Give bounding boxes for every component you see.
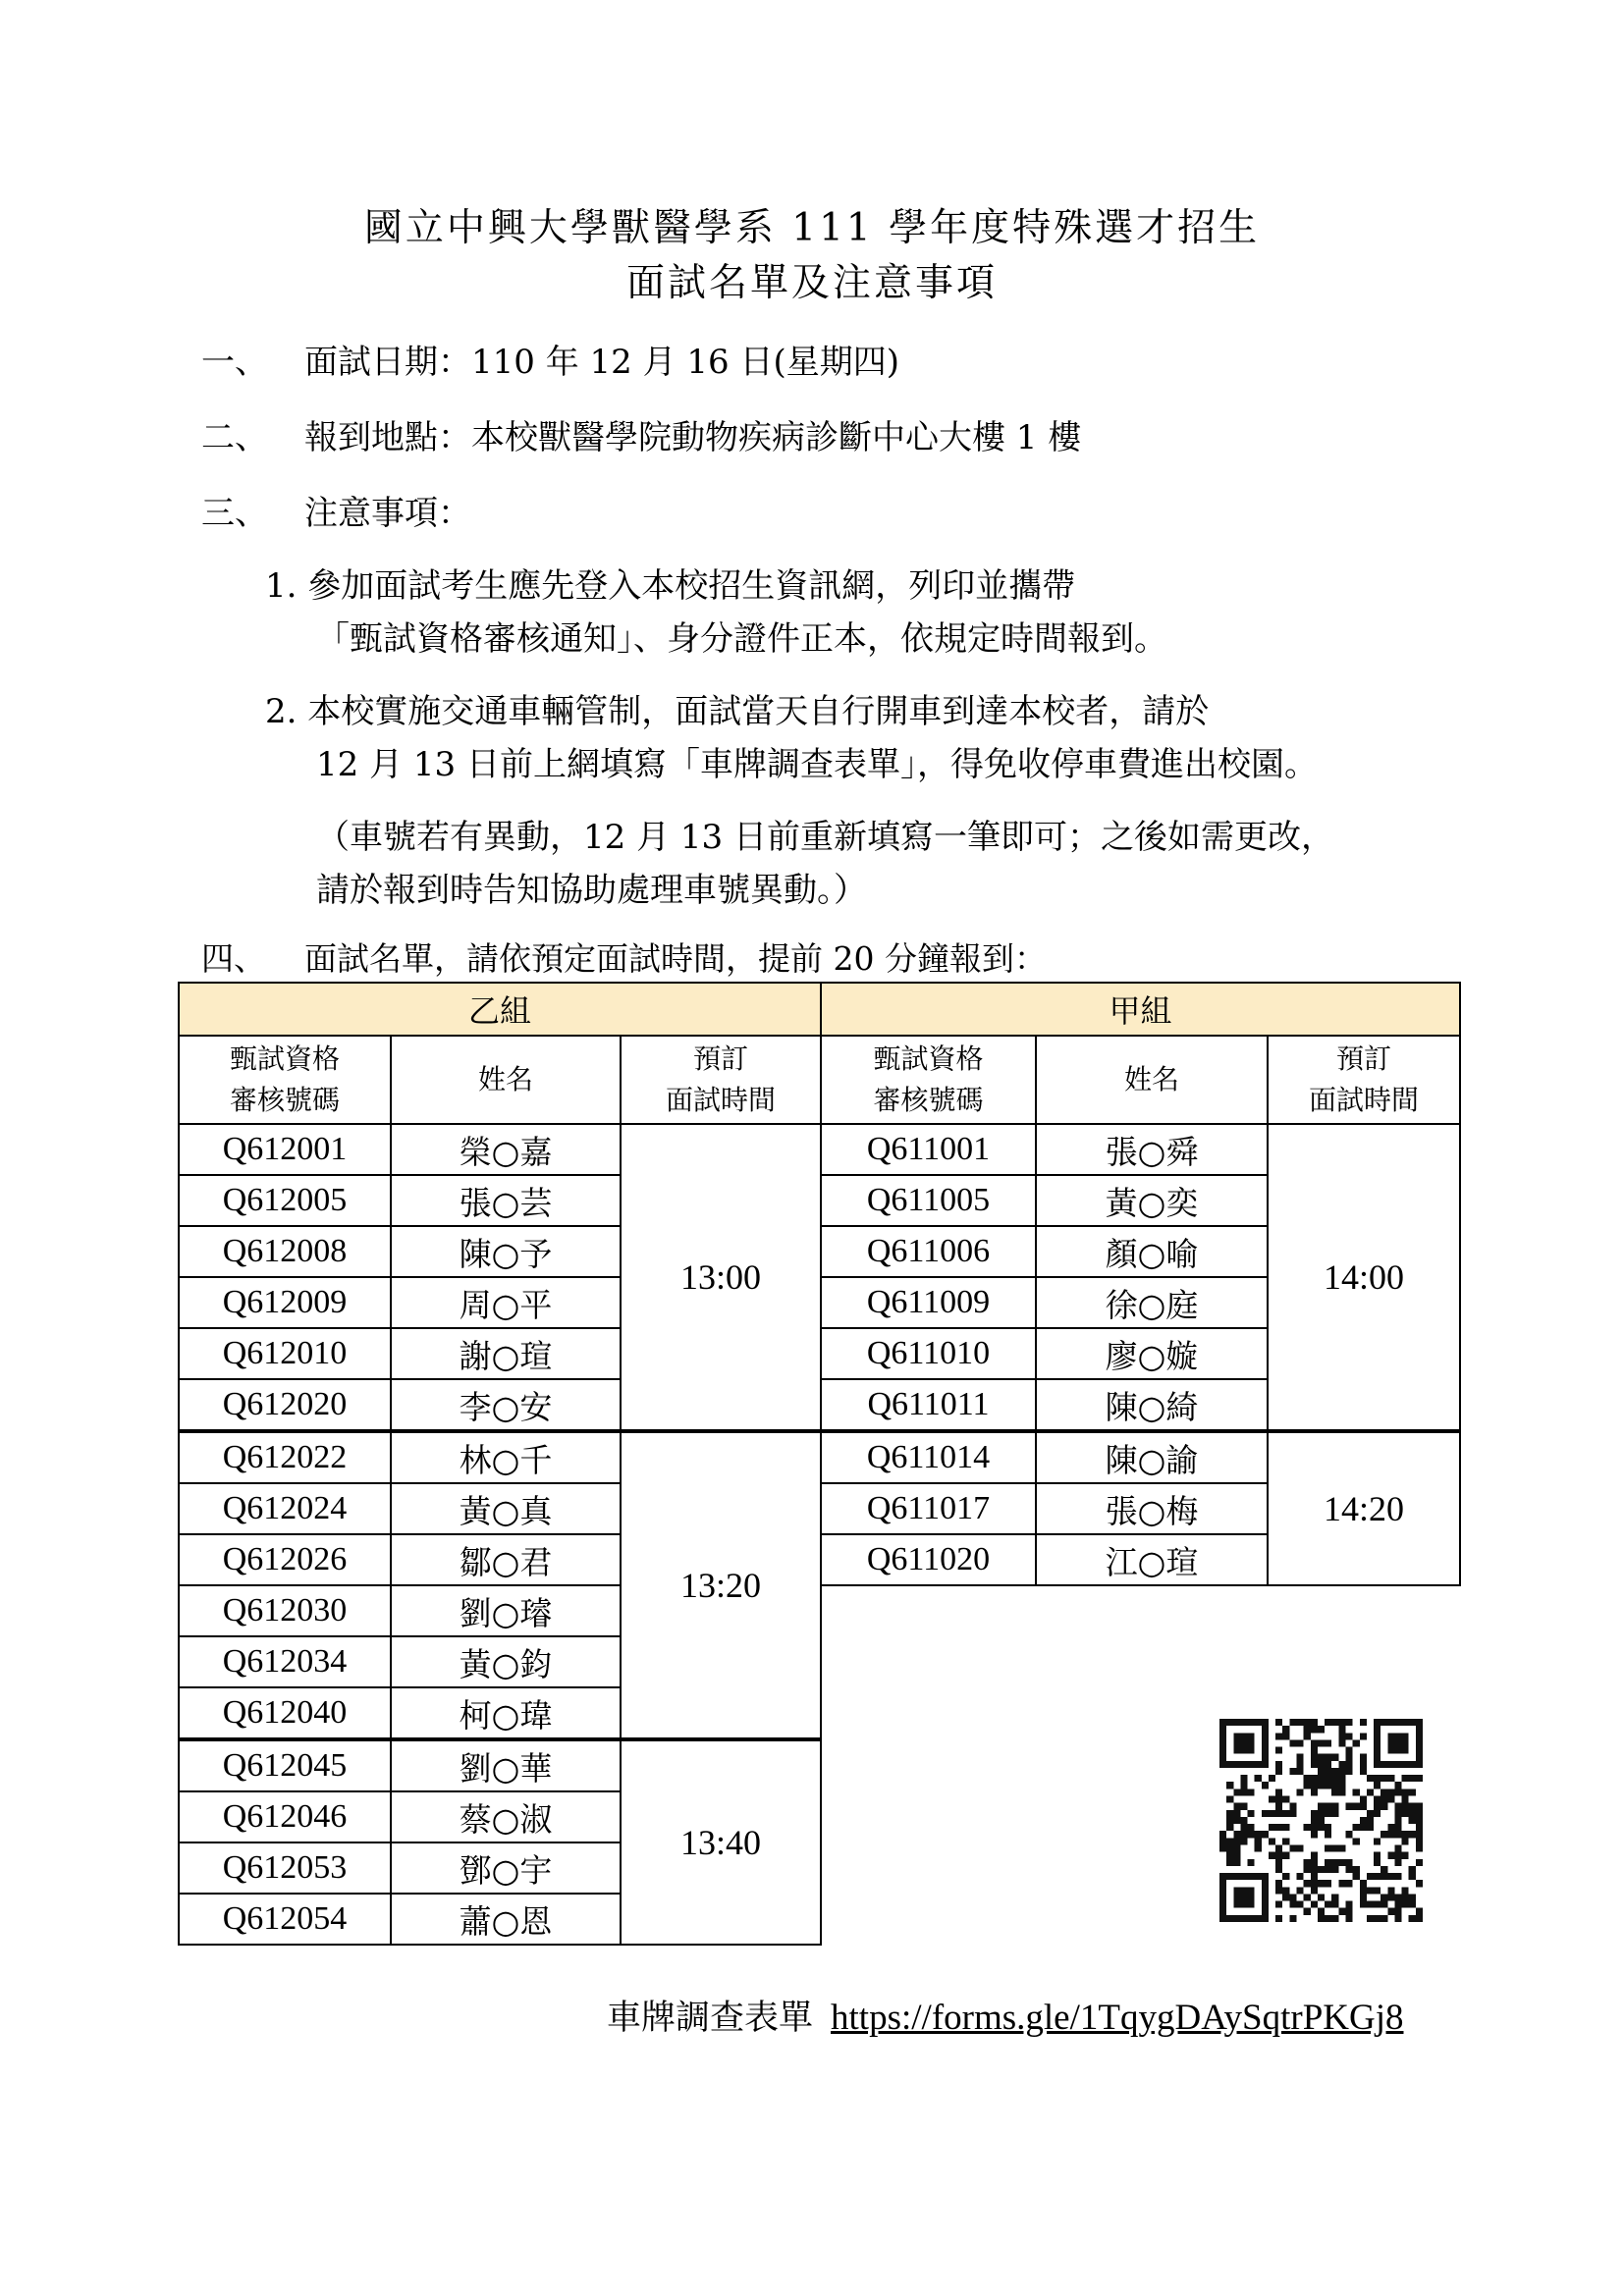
candidate-name: 劉○華 bbox=[391, 1739, 621, 1791]
group-b-table bbox=[178, 982, 822, 1946]
document-title-line2: 面試名單及注意事項 bbox=[625, 261, 998, 305]
section-text: 報到地點：本校獸醫學院動物疾病診斷中心大樓 1 樓 bbox=[304, 418, 1082, 457]
candidate-name: 陳○綺 bbox=[1036, 1379, 1268, 1431]
qr-code-icon[interactable] bbox=[1219, 1719, 1423, 1922]
group-b-header: 乙組 bbox=[179, 983, 821, 1036]
candidate-id: Q612008 bbox=[179, 1226, 391, 1277]
candidate-name: 陳○諭 bbox=[1036, 1431, 1268, 1483]
candidate-id: Q611017 bbox=[821, 1483, 1036, 1534]
note-3-line1: （車號若有異動，12 月 13 日前重新填寫一筆即可；之後如需更改， bbox=[316, 818, 1334, 857]
note-2-line1: 2. 本校實施交通車輛管制，面試當天自行開車到達本校者，請於 bbox=[265, 692, 1210, 731]
candidate-name: 顏○喻 bbox=[1036, 1226, 1268, 1277]
interview-time: 13:00 bbox=[621, 1124, 821, 1431]
candidate-name: 鄒○君 bbox=[391, 1534, 621, 1585]
candidate-name: 柯○瑋 bbox=[391, 1687, 621, 1739]
candidate-name: 江○瑄 bbox=[1036, 1534, 1268, 1585]
column-header-time: 預訂 面試時間 bbox=[1268, 1036, 1460, 1124]
note-3-line2: 請於報到時告知協助處理車號異動。） bbox=[316, 871, 867, 910]
interview-time: 13:40 bbox=[621, 1739, 821, 1945]
section-number: 一、 bbox=[201, 343, 268, 382]
candidate-name: 李○安 bbox=[391, 1379, 621, 1431]
column-header-name: 姓名 bbox=[1036, 1036, 1268, 1124]
candidate-name: 黃○鈞 bbox=[391, 1636, 621, 1687]
candidate-id: Q611009 bbox=[821, 1277, 1036, 1328]
footer bbox=[607, 1991, 1404, 2040]
candidate-name: 張○梅 bbox=[1036, 1483, 1268, 1534]
candidate-id: Q612022 bbox=[179, 1431, 391, 1483]
candidate-id: Q612020 bbox=[179, 1379, 391, 1431]
candidate-id: Q611001 bbox=[821, 1124, 1036, 1175]
candidate-id: Q611006 bbox=[821, 1226, 1036, 1277]
table-row bbox=[179, 1739, 821, 1791]
section-text: 注意事項： bbox=[304, 494, 471, 533]
table-row bbox=[179, 1124, 821, 1175]
candidate-name: 林○千 bbox=[391, 1431, 621, 1483]
section-number: 四、 bbox=[201, 939, 266, 978]
candidate-id: Q612053 bbox=[179, 1842, 391, 1894]
candidate-id: Q612054 bbox=[179, 1894, 391, 1945]
candidate-name: 徐○庭 bbox=[1036, 1277, 1268, 1328]
candidate-id: Q612030 bbox=[179, 1585, 391, 1636]
candidate-id: Q612010 bbox=[179, 1328, 391, 1379]
candidate-name: 蕭○恩 bbox=[391, 1894, 621, 1945]
candidate-id: Q612026 bbox=[179, 1534, 391, 1585]
candidate-name: 鄧○宇 bbox=[391, 1842, 621, 1894]
section-interview-list bbox=[201, 936, 1047, 982]
column-header-time: 預訂 面試時間 bbox=[621, 1036, 821, 1124]
candidate-id: Q612045 bbox=[179, 1739, 391, 1791]
candidate-id: Q611010 bbox=[821, 1328, 1036, 1379]
section-notes bbox=[201, 491, 471, 536]
interview-time: 14:20 bbox=[1268, 1431, 1460, 1585]
column-header-id: 甄試資格 審核號碼 bbox=[179, 1036, 391, 1124]
interview-time: 13:20 bbox=[621, 1431, 821, 1739]
candidate-name: 張○舜 bbox=[1036, 1124, 1268, 1175]
column-header-name: 姓名 bbox=[391, 1036, 621, 1124]
candidate-name: 劉○璿 bbox=[391, 1585, 621, 1636]
note-2-line2: 12 月 13 日前上網填寫「車牌調查表單」，得免收停車費進出校園。 bbox=[316, 745, 1318, 784]
table-row bbox=[821, 1431, 1460, 1483]
note-1-line2: 「甄試資格審核通知」、身分證件正本，依規定時間報到。 bbox=[316, 619, 1167, 659]
candidate-id: Q612046 bbox=[179, 1791, 391, 1842]
candidate-id: Q611014 bbox=[821, 1431, 1036, 1483]
candidate-name: 黃○奕 bbox=[1036, 1175, 1268, 1226]
candidate-id: Q611005 bbox=[821, 1175, 1036, 1226]
candidate-id: Q612005 bbox=[179, 1175, 391, 1226]
section-number: 三、 bbox=[201, 494, 268, 533]
section-number: 二、 bbox=[201, 418, 268, 457]
group-a-table bbox=[820, 982, 1461, 1586]
candidate-name: 周○平 bbox=[391, 1277, 621, 1328]
candidate-id: Q611011 bbox=[821, 1379, 1036, 1431]
candidate-name: 陳○予 bbox=[391, 1226, 621, 1277]
section-location bbox=[201, 415, 1081, 460]
section-text: 面試日期：110 年 12 月 16 日(星期四) bbox=[304, 343, 899, 382]
footer-label: 車牌調查表單 bbox=[607, 1999, 814, 2038]
candidate-name: 榮○嘉 bbox=[391, 1124, 621, 1175]
candidate-id: Q612001 bbox=[179, 1124, 391, 1175]
section-text: 面試名單，請依預定面試時間，提前 20 分鐘報到： bbox=[304, 939, 1047, 978]
candidate-name: 張○芸 bbox=[391, 1175, 621, 1226]
candidate-name: 謝○瑄 bbox=[391, 1328, 621, 1379]
candidate-name: 蔡○淑 bbox=[391, 1791, 621, 1842]
candidate-name: 廖○嫙 bbox=[1036, 1328, 1268, 1379]
candidate-id: Q612034 bbox=[179, 1636, 391, 1687]
form-link[interactable]: https://forms.gle/1TqygDAySqtrPKGj8 bbox=[831, 1998, 1404, 2038]
interview-time: 14:00 bbox=[1268, 1124, 1460, 1431]
note-1-line1: 1. 參加面試考生應先登入本校招生資訊網，列印並攜帶 bbox=[265, 566, 1076, 606]
group-a-header: 甲組 bbox=[821, 983, 1460, 1036]
section-interview-date bbox=[201, 340, 899, 385]
candidate-id: Q612009 bbox=[179, 1277, 391, 1328]
candidate-id: Q611020 bbox=[821, 1534, 1036, 1585]
candidate-id: Q612024 bbox=[179, 1483, 391, 1534]
column-header-id: 甄試資格 審核號碼 bbox=[821, 1036, 1036, 1124]
table-row bbox=[821, 1124, 1460, 1175]
candidate-name: 黃○真 bbox=[391, 1483, 621, 1534]
document-title-line1: 國立中興大學獸醫學系 111 學年度特殊選才招生 bbox=[363, 206, 1261, 250]
table-row bbox=[179, 1431, 821, 1483]
candidate-id: Q612040 bbox=[179, 1687, 391, 1739]
